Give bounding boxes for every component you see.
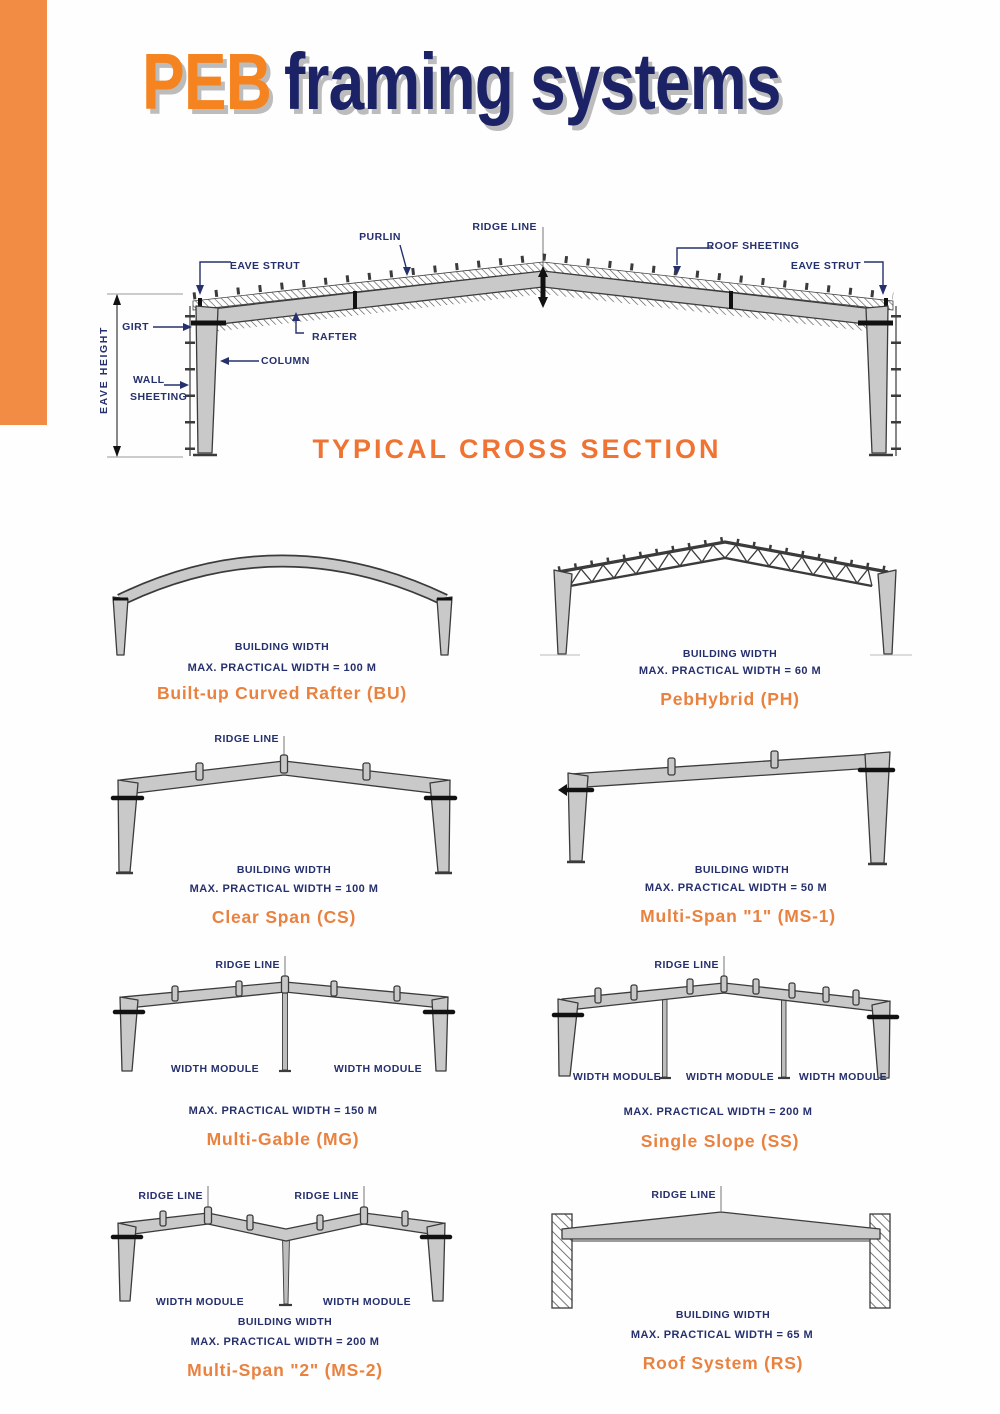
width-module-left-label: WIDTH MODULE [572,1071,662,1083]
ms2-drawing [80,1180,520,1330]
ss-column-left [558,999,578,1076]
ridge-line-label: RIDGE LINE [215,959,280,971]
page-title-highlight: PEB [142,37,272,126]
system-title-ms2: Multi-Span "2" (MS-2) [187,1360,383,1380]
system-title-bu: Built-up Curved Rafter (BU) [156,683,408,703]
eave-strut-left-leader [200,262,231,287]
max-width-label: MAX. PRACTICAL WIDTH = 200 M [623,1106,813,1118]
cs-column-right [430,780,450,872]
ph-top-chord [558,542,888,572]
max-width-label: MAX. PRACTICAL WIDTH = 50 M [644,882,828,894]
building-width-label: BUILDING WIDTH [237,1316,333,1328]
max-width-label: MAX. PRACTICAL WIDTH = 60 M [638,665,822,677]
width-module-right-label: WIDTH MODULE [333,1063,423,1075]
bu-column-right [437,597,452,655]
rs-roof-beam [562,1212,880,1239]
bu-column-left [113,597,128,655]
ph-column-right [878,570,896,654]
ms1-rafter [570,754,873,787]
system-title-ph: PebHybrid (PH) [660,689,800,709]
purlin-leader [400,245,406,267]
ridge-line-label: RIDGE LINE [214,733,279,745]
system-card-ph [520,520,960,720]
system-card-bu [80,520,520,720]
system-title-mg: Multi-Gable (MG) [206,1129,360,1149]
cross-section-title: TYPICAL CROSS SECTION [312,434,722,464]
width-module-right-label: WIDTH MODULE [798,1071,888,1083]
building-width-label: BUILDING WIDTH [694,864,790,876]
width-module-left-label: WIDTH MODULE [170,1063,260,1075]
eave-height-label: EAVE HEIGHT [98,326,110,414]
building-width-label: BUILDING WIDTH [682,648,778,660]
ms2-center-column [283,1237,290,1304]
max-width-label: MAX. PRACTICAL WIDTH = 100 M [187,662,377,674]
ms1-eave-splice-arrow [558,784,567,796]
ms2-column-left [118,1223,136,1301]
ridge-line-label: RIDGE LINE [654,959,719,971]
wall-sheeting-label-line1: WALL [133,374,165,386]
system-card-mg [80,950,520,1155]
column-right [866,306,888,453]
mg-drawing [80,950,520,1100]
wall-sheeting-label-line2: SHEETING [130,391,188,403]
mg-column-left [120,997,138,1071]
column-label: COLUMN [261,355,310,367]
rs-drawing [540,1180,980,1330]
max-width-label: MAX. PRACTICAL WIDTH = 150 M [188,1105,378,1117]
cs-column-left [118,780,138,872]
ms1-drawing [540,730,980,880]
cross-section-card [85,205,915,477]
ph-truss-web [570,545,872,586]
ms2-column-right [427,1223,445,1301]
width-module-right-label: WIDTH MODULE [322,1296,412,1308]
system-title-cs: Clear Span (CS) [211,907,357,927]
building-width-label: BUILDING WIDTH [236,864,332,876]
system-card-ms1 [540,730,980,935]
rafter-label: RAFTER [312,331,358,343]
page-title [142,37,781,126]
system-title-ms1: Multi-Span "1" (MS-1) [640,906,836,926]
system-card-cs [80,730,520,935]
page-title-rest: framing systems [284,37,781,126]
ss-column-right [872,1001,890,1078]
ridge-line-label: RIDGE LINE [472,221,537,233]
cs-drawing [80,730,520,880]
ss-interior-column-right [782,996,787,1077]
girt-label: GIRT [122,321,149,333]
ridge-line-left-label: RIDGE LINE [138,1190,203,1202]
ph-column-left [554,570,572,654]
ms2-rafter [120,1213,443,1241]
system-card-ms2 [80,1180,520,1405]
ridge-line-label: RIDGE LINE [651,1189,716,1201]
purlin-label: PURLIN [359,231,401,243]
eave-strut-left-label: EAVE STRUT [229,260,301,272]
left-accent-bar [0,0,47,425]
width-module-left-label: WIDTH MODULE [155,1296,245,1308]
max-width-label: MAX. PRACTICAL WIDTH = 65 M [630,1329,814,1341]
system-card-rs [540,1180,980,1405]
building-width-label: BUILDING WIDTH [675,1309,771,1321]
ss-interior-column-left [663,994,668,1077]
eave-strut-right-leader [864,262,883,287]
eave-strut-right-label: EAVE STRUT [790,260,862,272]
mg-column-right [432,997,448,1071]
cs-ridge-splice [281,755,288,773]
max-width-label: MAX. PRACTICAL WIDTH = 100 M [189,883,379,895]
mg-center-column [283,992,288,1070]
column-left [196,306,218,453]
system-title-ss: Single Slope (SS) [640,1131,800,1151]
max-width-label: MAX. PRACTICAL WIDTH = 200 M [190,1336,380,1348]
ms1-column-left [568,773,588,861]
roof-sheeting-label: ROOF SHEETING [706,240,800,252]
ridge-line-right-label: RIDGE LINE [294,1190,359,1202]
building-width-label: BUILDING WIDTH [234,641,330,653]
system-card-ss [540,950,980,1155]
system-title-rs: Roof System (RS) [642,1353,804,1373]
width-module-center-label: WIDTH MODULE [685,1071,775,1083]
